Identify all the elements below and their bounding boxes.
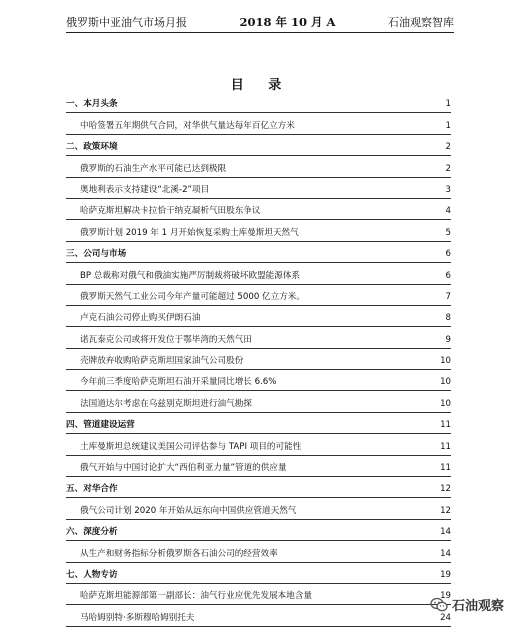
- toc-item-row[interactable]: [66, 178, 451, 199]
- toc-item-row[interactable]: [66, 263, 451, 284]
- toc-page-number: 2: [445, 142, 451, 153]
- toc-item-title: 俄罗斯计划 2019 年 1 月开始恢复采购土库曼斯坦天然气: [80, 227, 299, 238]
- toc-section-row[interactable]: [66, 520, 451, 541]
- header-publisher: 石油观察智库: [387, 16, 454, 29]
- toc-page-number: 11: [440, 463, 451, 474]
- toc-item-title: BP 总裁称对俄气和俄油实施严厉制裁将破坏欧盟能源体系: [80, 270, 301, 281]
- toc-page-number: 11: [440, 441, 451, 452]
- toc-section-title: 七、人物专访: [66, 569, 118, 580]
- toc-page-number: 4: [445, 206, 451, 217]
- toc-page-number: 12: [440, 505, 451, 516]
- toc-item-title: 哈萨克斯坦能源部第一副部长：油气行业应优先发展本地含量: [80, 591, 313, 602]
- toc-section-title: 四、管道建设运营: [66, 420, 135, 431]
- toc-page-number: 11: [440, 420, 451, 431]
- toc-item-title: 马哈姆别特·多斯穆哈姆别托夫: [80, 612, 195, 623]
- toc-page-number: 24: [440, 612, 451, 623]
- toc-page-number: 5: [445, 227, 451, 238]
- toc-page-number: 2: [445, 163, 451, 174]
- toc-item-row[interactable]: [66, 434, 451, 455]
- header-publication: 俄罗斯中亚油气市场月报: [66, 16, 187, 29]
- header-date: 2018 年 10 月 A: [239, 15, 336, 29]
- toc-item-row[interactable]: [66, 349, 451, 370]
- toc-item-title: 土库曼斯坦总统建议美国公司评估参与 TAPI 项目的可能性: [80, 441, 302, 452]
- toc-section-title: 六、深度分析: [66, 527, 118, 538]
- toc-item-title: 俄气开始与中国讨论扩大“西伯利亚力量”管道的供应量: [80, 463, 287, 474]
- toc-page-number: 8: [445, 313, 451, 324]
- toc-page-number: 7: [445, 291, 451, 302]
- toc-section-row[interactable]: [66, 413, 451, 434]
- toc-page-number: 6: [445, 270, 451, 281]
- toc-section-title: 五、对华合作: [66, 484, 118, 495]
- table-of-contents: [66, 92, 451, 627]
- toc-section-title: 二、政策环境: [66, 142, 118, 153]
- toc-page-number: 10: [440, 398, 451, 409]
- toc-item-title: 奥地利表示支持建设“北溪-2”项目: [80, 184, 210, 195]
- toc-page-number: 12: [440, 484, 451, 495]
- wechat-icon: [430, 597, 448, 613]
- toc-section-row[interactable]: [66, 242, 451, 263]
- toc-item-title: 哈萨克斯坦解决卡拉恰干纳克凝析气田股东争议: [80, 206, 261, 217]
- toc-item-row[interactable]: [66, 498, 451, 519]
- toc-item-title: 法国道达尔考虑在乌兹别克斯坦进行油气勘探: [80, 398, 252, 409]
- toc-title: 目 录: [230, 78, 292, 93]
- toc-item-row[interactable]: [66, 156, 451, 177]
- toc-section-row[interactable]: [66, 135, 451, 156]
- toc-item-title: 今年前三季度哈萨克斯坦石油开采量同比增长 6.6%: [80, 377, 277, 388]
- toc-section-row[interactable]: [66, 477, 451, 498]
- toc-section-row[interactable]: [66, 563, 451, 584]
- toc-item-row[interactable]: [66, 605, 451, 626]
- toc-page-number: 9: [445, 334, 451, 345]
- toc-item-row[interactable]: [66, 456, 451, 477]
- toc-item-title: 从生产和财务指标分析俄罗斯各石油公司的经营效率: [80, 548, 278, 559]
- toc-page-number: 19: [440, 591, 451, 602]
- toc-item-title: 俄气公司计划 2020 年开始从远东向中国供应管道天然气: [80, 505, 297, 516]
- toc-item-row[interactable]: [66, 306, 451, 327]
- toc-page-number: 1: [445, 120, 451, 131]
- toc-item-row[interactable]: [66, 285, 451, 306]
- toc-page-number: 3: [445, 184, 451, 195]
- watermark: [430, 595, 504, 614]
- toc-item-row[interactable]: [66, 541, 451, 562]
- toc-item-title: 俄罗斯的石油生产水平可能已达到极限: [80, 163, 227, 174]
- toc-item-title: 壳牌放弃收购哈萨克斯坦国家油气公司股份: [80, 356, 244, 367]
- toc-item-title: 卢克石油公司停止购买伊朗石油: [80, 313, 201, 324]
- toc-item-row[interactable]: [66, 113, 451, 134]
- toc-page-number: 10: [440, 356, 451, 367]
- toc-item-row[interactable]: [66, 391, 451, 412]
- toc-page-number: 1: [445, 99, 451, 110]
- toc-item-title: 俄罗斯天然气工业公司今年产量可能超过 5000 亿立方米。: [80, 291, 305, 302]
- toc-section-title: 三、公司与市场: [66, 249, 127, 260]
- toc-section-title: 一、本月头条: [66, 99, 118, 110]
- toc-item-title: 中哈签署五年期供气合同，对华供气量达每年百亿立方米: [80, 120, 295, 131]
- page-header: [66, 12, 454, 33]
- toc-page-number: 14: [440, 527, 451, 538]
- toc-item-row[interactable]: [66, 370, 451, 391]
- toc-page-number: 19: [440, 569, 451, 580]
- toc-item-row[interactable]: [66, 327, 451, 348]
- toc-item-row[interactable]: [66, 199, 451, 220]
- toc-item-row[interactable]: [66, 220, 451, 241]
- toc-item-title: 诺瓦泰克公司或将开发位于鄂毕湾的天然气田: [80, 334, 252, 345]
- toc-section-row[interactable]: [66, 92, 451, 113]
- toc-page-number: 14: [440, 548, 451, 559]
- watermark-text: 石油观察: [451, 599, 504, 614]
- toc-item-row[interactable]: [66, 584, 451, 605]
- toc-page-number: 6: [445, 249, 451, 260]
- toc-page-number: 10: [440, 377, 451, 388]
